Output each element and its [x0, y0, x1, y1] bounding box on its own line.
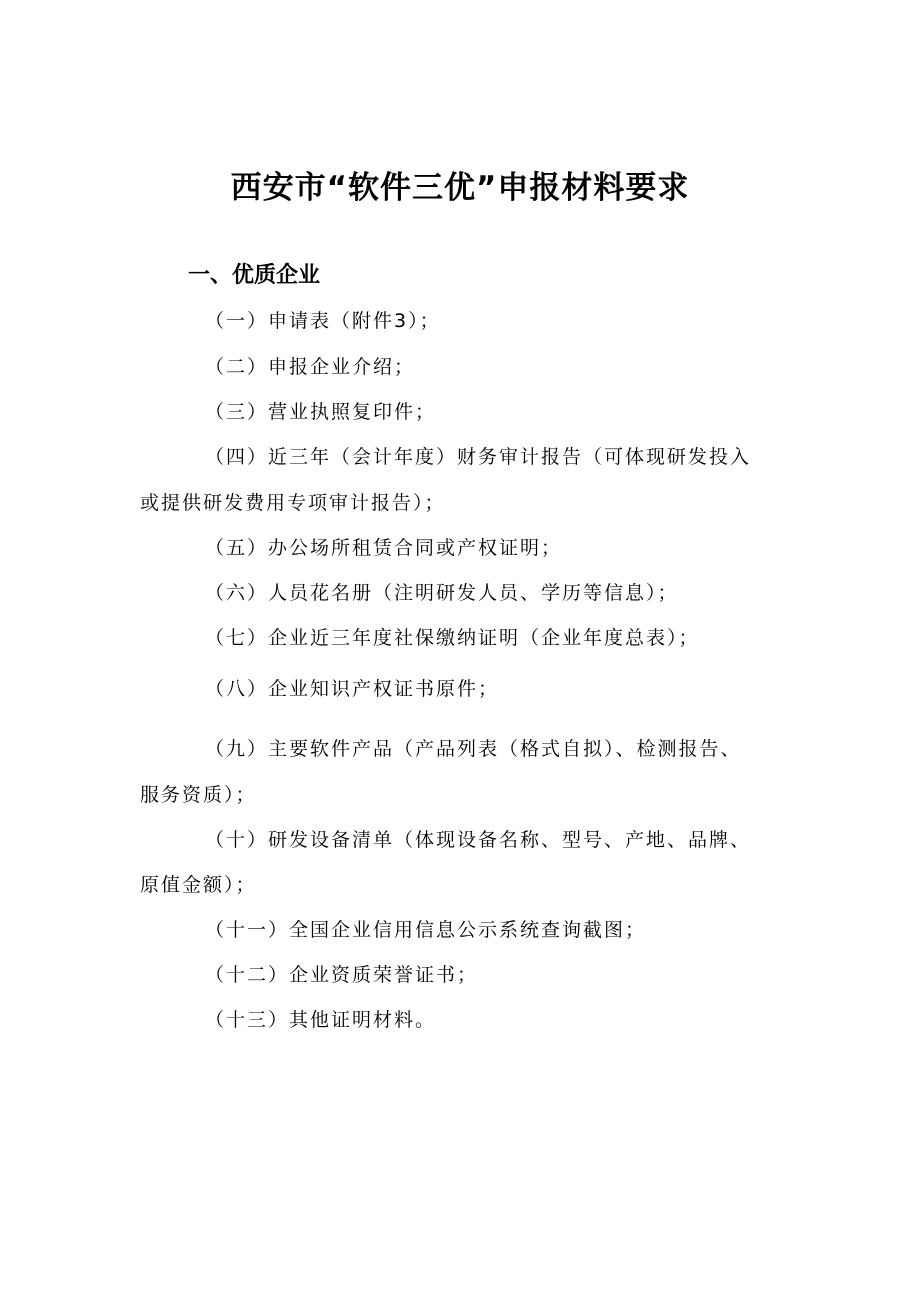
list-item-4-line-2: 或提供研发费用专项审计报告）；	[140, 492, 446, 514]
section-heading: 一、优质企业	[188, 263, 321, 288]
list-item-7: （七）企业近三年度社保缴纳证明（企业年度总表）；	[205, 627, 700, 649]
list-item-8: （八）企业知识产权证书原件；	[205, 678, 500, 700]
document-title: 西安市“软件三优”申报材料要求	[230, 170, 690, 206]
list-item-3: （三）营业执照复印件；	[205, 401, 437, 423]
list-item-12: （十二）企业资质荣誉证书；	[205, 964, 479, 986]
list-item-11: （十一）全国企业信用信息公示系统查询截图；	[205, 919, 647, 941]
list-item-10-line-1: （十）研发设备清单（体现设备名称、型号、产地、品牌、	[205, 829, 752, 851]
list-item-2: （二）申报企业介绍；	[205, 356, 416, 378]
list-item-10-line-2: 原值金额）；	[140, 874, 257, 896]
list-item-5: （五）办公场所租赁合同或产权证明；	[205, 537, 563, 559]
list-item-9-line-1: （九）主要软件产品（产品列表（格式自拟）、检测报告、	[205, 738, 742, 760]
list-item-4-line-1: （四）近三年（会计年度）财务审计报告（可体现研发投入	[205, 446, 752, 468]
list-item-6: （六）人员花名册（注明研发人员、学历等信息）；	[205, 582, 679, 604]
list-item-13: （十三）其他证明材料。	[205, 1009, 437, 1031]
list-item-9-line-2: 服务资质）；	[140, 784, 257, 806]
list-item-1: （一）申请表（附件3）；	[205, 310, 441, 332]
